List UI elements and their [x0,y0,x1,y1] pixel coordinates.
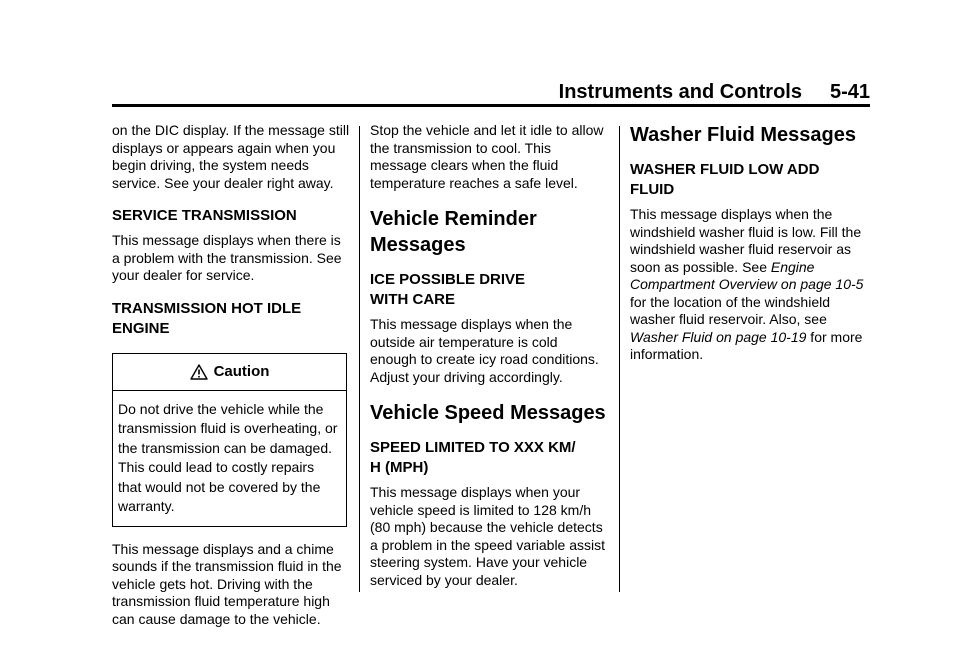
header-rule [112,104,870,107]
heading-line: WITH CARE [370,291,455,308]
section-title: Instruments and Controls [558,81,802,103]
page-number: 5-41 [829,81,870,103]
caution-box [112,353,347,527]
heading-line: ICE POSSIBLE DRIVE [370,271,526,288]
heading-line: H (MPH) [370,459,429,476]
heading-transmission-hot [112,299,350,339]
heading-line: Messages [370,234,466,256]
cross-reference-link[interactable]: Washer Fluid on page 10-19 [630,328,807,345]
cross-reference-link[interactable]: Engine Compartment Overview on page 10-5 [630,258,864,292]
paragraph-stop-vehicle: Stop the vehicle and let it idle to allow the transmission to cool. This message clears when the fluid temperature reaches a safe level. [370,122,604,191]
heading-service-transmission: SERVICE TRANSMISSION [112,207,297,224]
caution-body [113,391,346,526]
column-3 [630,122,868,364]
paragraph-speed-limited: This message displays when your vehicle speed is limited to 128 km/h (80 mph) because the vehicle detects a problem in the speed variable assist steering system. Have your vehicle serviced by your dealer. [370,484,606,588]
text-run: for more information. [630,328,863,362]
heading-line: WASHER FLUID LOW ADD [630,161,820,178]
intro-paragraph: on the DIC display. If the message still displays or appears again when you begin driving, the system needs service. See your dealer right away. [112,122,350,191]
column-2 [370,122,608,589]
paragraph-ice-possible: This message displays when the outside air temperature is cold enough to create icy road conditions. Adjust your driving accordingly. [370,316,599,385]
heading-washer-fluid-messages: Washer Fluid Messages [630,124,856,146]
heading-line: Vehicle Reminder [370,208,537,230]
caution-text: Do not drive the vehicle while the transmission fluid is overheating, or the transmission can be damaged. This could lead to costly repairs that would not be covered by the warranty. [118,400,338,514]
heading-vehicle-reminder [370,206,608,258]
heading-line: TRANSMISSION HOT IDLE [112,299,302,317]
text-run: for the location of the windshield washer fluid reservoir. Also, see [630,293,831,327]
heading-line: FLUID [630,181,675,198]
text-run: This message displays when the windshield washer fluid is low. Fill the windshield washer fluid reservoir as soon as possible. See [630,206,862,275]
heading-speed-limited [370,438,608,478]
paragraph-washer-fluid-low [630,206,868,364]
heading-ice-possible [370,270,608,310]
heading-washer-fluid-low [630,160,868,200]
heading-line: SPEED LIMITED TO XXX KM/ [370,439,576,456]
caution-label: Caution [213,362,270,380]
heading-line: ENGINE [112,319,170,337]
heading-vehicle-speed: Vehicle Speed Messages [370,402,606,424]
paragraph-transmission-hot: This message displays and a chime sounds if the transmission fluid in the vehicle gets hot. Driving with the transmission fluid temperature high can cause damage to the vehicle. [112,540,342,627]
caution-header [113,354,346,391]
column-divider-2 [619,126,620,592]
warning-triangle-icon [190,364,208,380]
column-1 [112,122,350,628]
paragraph-service-transmission: This message displays when there is a problem with the transmission. See your dealer for service. [112,232,342,283]
column-divider-1 [359,126,360,592]
